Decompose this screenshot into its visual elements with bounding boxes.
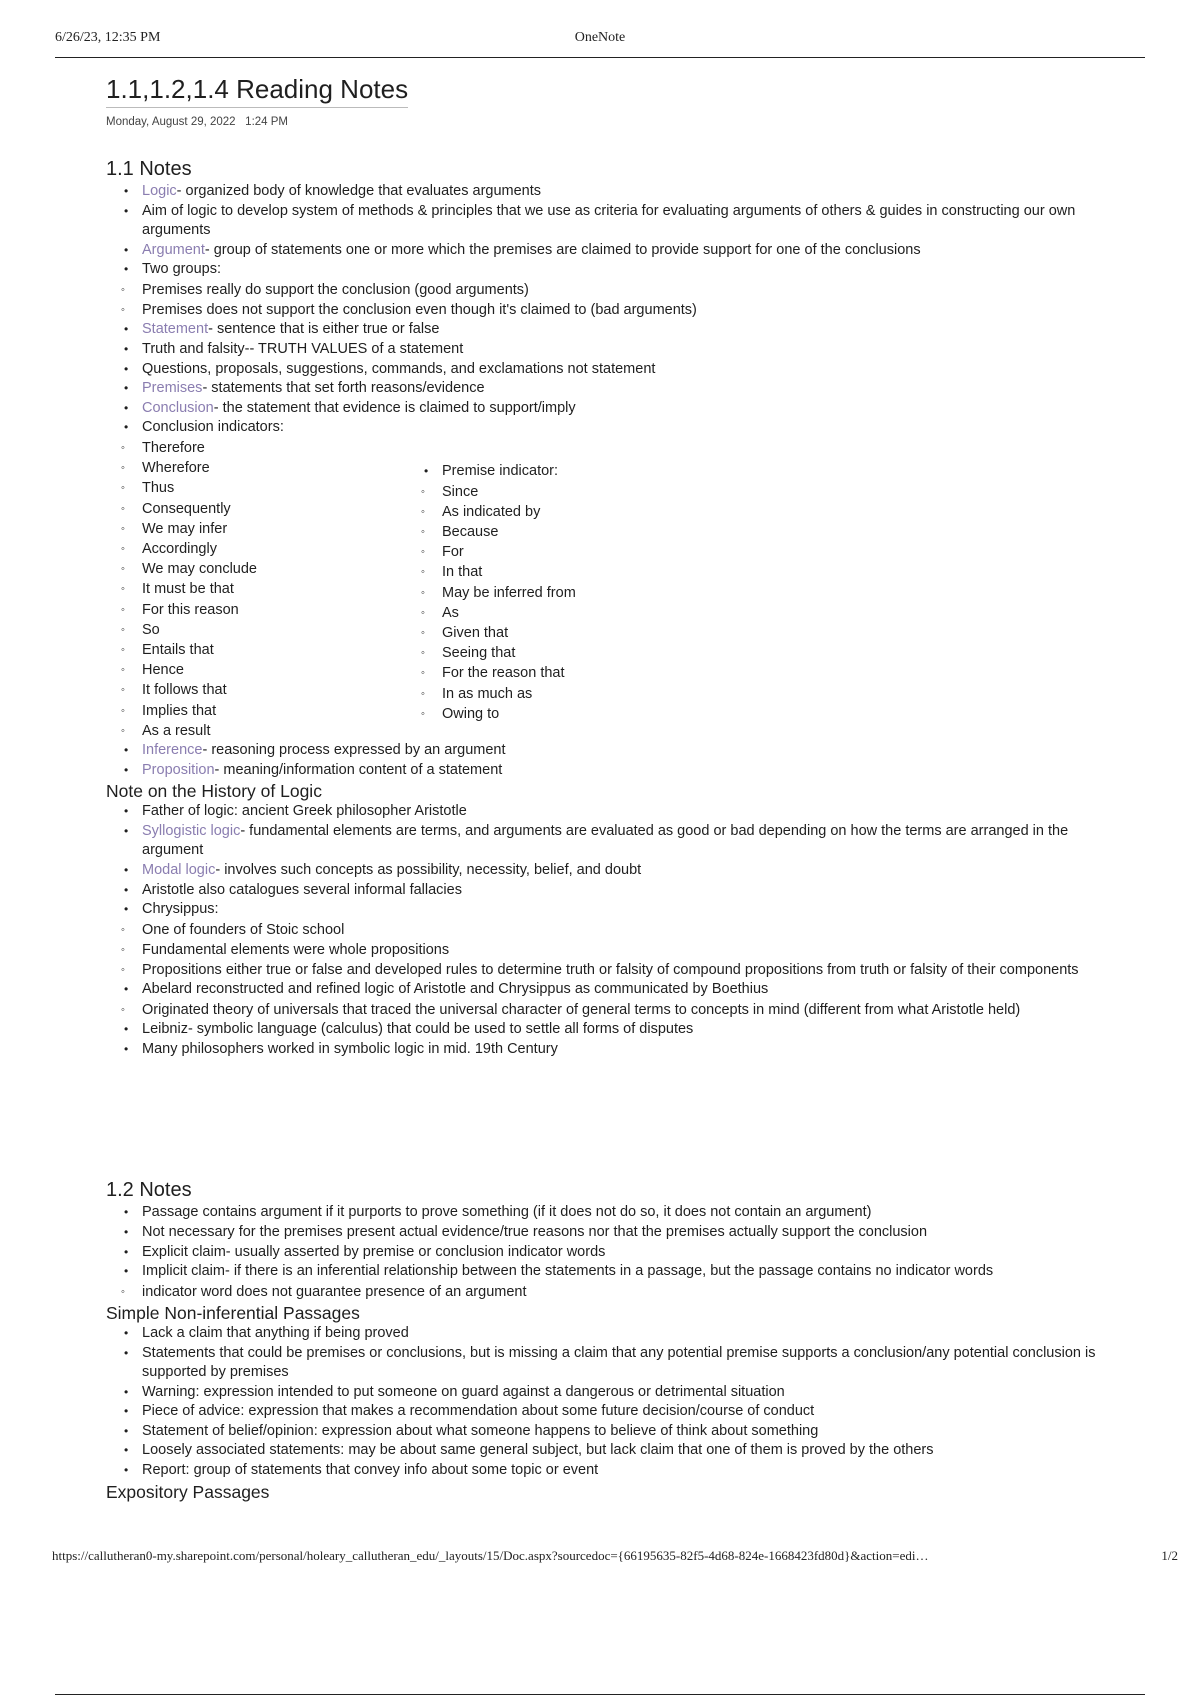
noninferential-list	[106, 1324, 1106, 1481]
list-item: ◦ Accordingly	[106, 539, 1106, 559]
list-item: • Piece of advice: expression that makes a recommendation about some future decision/course of conduct	[106, 1402, 1106, 1422]
list-item: ◦ Wherefore	[106, 458, 1106, 478]
section-heading-1-1: 1.1 Notes	[106, 158, 192, 180]
item-text: Questions, proposals, suggestions, commands, and exclamations not statement	[142, 360, 656, 377]
indicator-columns	[106, 438, 1106, 741]
note-page	[106, 74, 1106, 1503]
list-item	[106, 822, 1106, 861]
item-text: - reasoning process expressed by an argument	[202, 741, 506, 758]
list-item: ◦ For	[406, 542, 746, 562]
list-item	[106, 360, 1106, 380]
list-item: • Explicit claim- usually asserted by premise or conclusion indicator words	[106, 1243, 1106, 1263]
term-label: Modal logic	[142, 861, 216, 878]
list-item: ◦ Hence	[106, 660, 1106, 680]
item-text: Aristotle also catalogues several informal fallacies	[142, 881, 462, 898]
list-item: ◦ Seeing that	[406, 643, 746, 663]
list-item: ◦ For this reason	[106, 600, 1106, 620]
bottom-rule	[55, 1694, 1145, 1695]
item-text: Chrysippus:	[142, 901, 219, 918]
item-text: - the statement that evidence is claimed to support/imply	[213, 399, 576, 416]
list-item: ◦ Propositions either true or false and developed rules to determine truth or falsity of compound propositions from truth or falsity of their components	[106, 960, 1106, 980]
term-label: Inference	[142, 741, 203, 758]
page-title[interactable]: 1.1,1.2,1.4 Reading Notes	[106, 74, 408, 108]
print-app-name: OneNote	[574, 30, 626, 45]
list-item	[106, 741, 1106, 761]
list-item: • Leibniz- symbolic language (calculus) that could be used to settle all forms of disputes	[106, 1020, 1106, 1040]
list-item: • Warning: expression intended to put someone on guard against a dangerous or detrimental situation	[106, 1383, 1106, 1403]
list-item	[106, 340, 1106, 360]
list-item	[106, 900, 1106, 920]
list-item: • Many philosophers worked in symbolic logic in mid. 19th Century	[106, 1040, 1106, 1060]
list-item: ◦ We may conclude	[106, 559, 1106, 579]
section-1-1-list-b	[106, 320, 1106, 438]
list-item: ◦ May be inferred from	[406, 583, 746, 603]
list-item: ◦ Entails that	[106, 640, 1106, 660]
term-label: Statement	[142, 321, 209, 338]
item-text: - organized body of knowledge that evaluates arguments	[176, 183, 542, 199]
list-item: • Statements that could be premises or conclusions, but is missing a claim that any potential premise supports a conclusion/any potential conclusion is supported by premises	[106, 1344, 1106, 1383]
noninferential-heading: Simple Non-inferential Passages	[106, 1302, 360, 1323]
list-item: ◦ Since	[406, 482, 746, 502]
page-url: https://callutheran0-my.sharepoint.com/personal/holeary_callutheran_edu/_layouts/15/Doc.aspx?sourcedoc={66195635-82f5-4d68-824e-1668423fd80d}&action=edi…	[52, 1548, 929, 1563]
list-item: ◦ Therefore	[106, 438, 1106, 458]
two-groups-list	[106, 280, 1106, 320]
list-item: ◦ It must be that	[106, 579, 1106, 599]
list-item: ◦ We may infer	[106, 519, 1106, 539]
expository-heading: Expository Passages	[106, 1481, 270, 1502]
list-item: • Abelard reconstructed and refined logic of Aristotle and Chrysippus as communicated by Boethius	[106, 980, 1106, 1000]
premise-indicator-list	[406, 482, 746, 724]
list-item: ◦ In as much as	[406, 684, 746, 704]
list-item: ◦ In that	[406, 562, 746, 582]
premise-indicator-label: • Premise indicator:	[406, 462, 746, 482]
list-item: • Statement of belief/opinion: expression about what someone happens to believe of think about something	[106, 1422, 1106, 1442]
list-item	[106, 260, 1106, 280]
list-item: ◦ Given that	[406, 623, 746, 643]
item-text: Aim of logic to develop system of methods & principles that we use as criteria for evaluating arguments of others & guides in constructing our own arguments	[142, 202, 1076, 239]
list-item	[106, 881, 1106, 901]
history-list-a	[106, 802, 1106, 920]
item-text: - sentence that is either true or false	[208, 321, 440, 338]
list-item: ◦ Owing to	[406, 704, 746, 724]
list-item	[106, 202, 1106, 241]
list-item	[106, 861, 1106, 881]
list-item	[106, 761, 1106, 781]
list-item	[106, 379, 1106, 399]
list-item: ◦ One of founders of Stoic school	[106, 920, 1106, 940]
list-item: • Report: group of statements that convey info about some topic or event	[106, 1461, 1106, 1481]
list-item: ◦ So	[106, 620, 1106, 640]
term-label: Conclusion	[142, 399, 214, 416]
list-item: ◦ As a result	[106, 721, 1106, 741]
list-item	[106, 399, 1106, 419]
list-item: ◦ Premises does not support the conclusion even though it's claimed to (bad arguments)	[106, 300, 1106, 320]
premise-indicator-block	[406, 462, 746, 724]
item-text: - involves such concepts as possibility, necessity, belief, and doubt	[215, 861, 642, 878]
item-text: - fundamental elements are terms, and arguments are evaluated as good or bad depending on how the terms are arranged in the argument	[142, 822, 1069, 859]
list-item: ◦ As	[406, 603, 746, 623]
section-heading-1-2: 1.2 Notes	[106, 1179, 192, 1202]
term-label: Proposition	[142, 761, 215, 778]
list-item	[106, 182, 1106, 202]
list-item: • Passage contains argument if it purports to prove something (if it does not do so, it does not contain an argument)	[106, 1203, 1106, 1223]
page-date: Monday, August 29, 2022	[106, 116, 236, 128]
chrysippus-list	[106, 920, 1106, 981]
list-item: • Not necessary for the premises present actual evidence/true reasons nor that the premises actually support the conclusion	[106, 1223, 1106, 1243]
list-item: ◦ As indicated by	[406, 502, 746, 522]
list-item	[106, 418, 1106, 438]
list-item: • Lack a claim that anything if being proved	[106, 1324, 1106, 1344]
list-item: ◦ Thus	[106, 478, 1106, 498]
list-item	[106, 802, 1106, 822]
item-text: Father of logic: ancient Greek philosopher Aristotle	[142, 803, 467, 820]
list-item: ◦ Fundamental elements were whole propositions	[106, 940, 1106, 960]
header-rule	[55, 57, 1145, 58]
item-text: Two groups:	[142, 261, 221, 278]
list-item: ◦ Because	[406, 522, 746, 542]
section-1-1-list-c	[106, 741, 1106, 780]
page-time: 1:24 PM	[245, 116, 288, 128]
section-1-2-list	[106, 1203, 1106, 1281]
list-item	[106, 320, 1106, 340]
list-item: ◦ indicator word does not guarantee presence of an argument	[106, 1282, 1106, 1302]
list-item: • Implicit claim- if there is an inferential relationship between the statements in a passage, but the passage contains no indicator words	[106, 1262, 1106, 1282]
term-label: Argument	[142, 241, 205, 258]
item-text: - meaning/information content of a statement	[214, 761, 503, 778]
term-label: Premises	[142, 380, 203, 397]
term-label: Syllogistic logic	[142, 822, 241, 839]
page-number: 1/2	[1161, 1548, 1178, 1563]
list-item: ◦ Consequently	[106, 499, 1106, 519]
page-timestamp	[106, 116, 1106, 128]
item-text: - statements that set forth reasons/evidence	[202, 380, 485, 397]
list-item: ◦ Originated theory of universals that traced the universal character of general terms to concepts in mind (different from what Aristotle held)	[106, 1000, 1106, 1020]
list-item	[106, 241, 1106, 261]
list-item: ◦ For the reason that	[406, 663, 746, 683]
list-item: ◦ Premises really do support the conclusion (good arguments)	[106, 280, 1106, 300]
term-label: Logic	[142, 183, 177, 199]
section-1-1-list-a	[106, 182, 1106, 280]
print-header	[55, 26, 1145, 50]
item-text: Truth and falsity-- TRUTH VALUES of a statement	[142, 340, 464, 357]
list-item: ◦ Implies that	[106, 701, 1106, 721]
history-heading: Note on the History of Logic	[106, 781, 322, 802]
item-text: - group of statements one or more which the premises are claimed to provide support for one of the conclusions	[204, 241, 921, 258]
print-datetime: 6/26/23, 12:35 PM	[55, 30, 161, 45]
item-text: Conclusion indicators:	[142, 419, 284, 436]
history-list-b	[106, 1020, 1106, 1059]
list-item: ◦ It follows that	[106, 680, 1106, 700]
list-item: • Loosely associated statements: may be about same general subject, but lack claim that one of them is proved by the others	[106, 1441, 1106, 1461]
